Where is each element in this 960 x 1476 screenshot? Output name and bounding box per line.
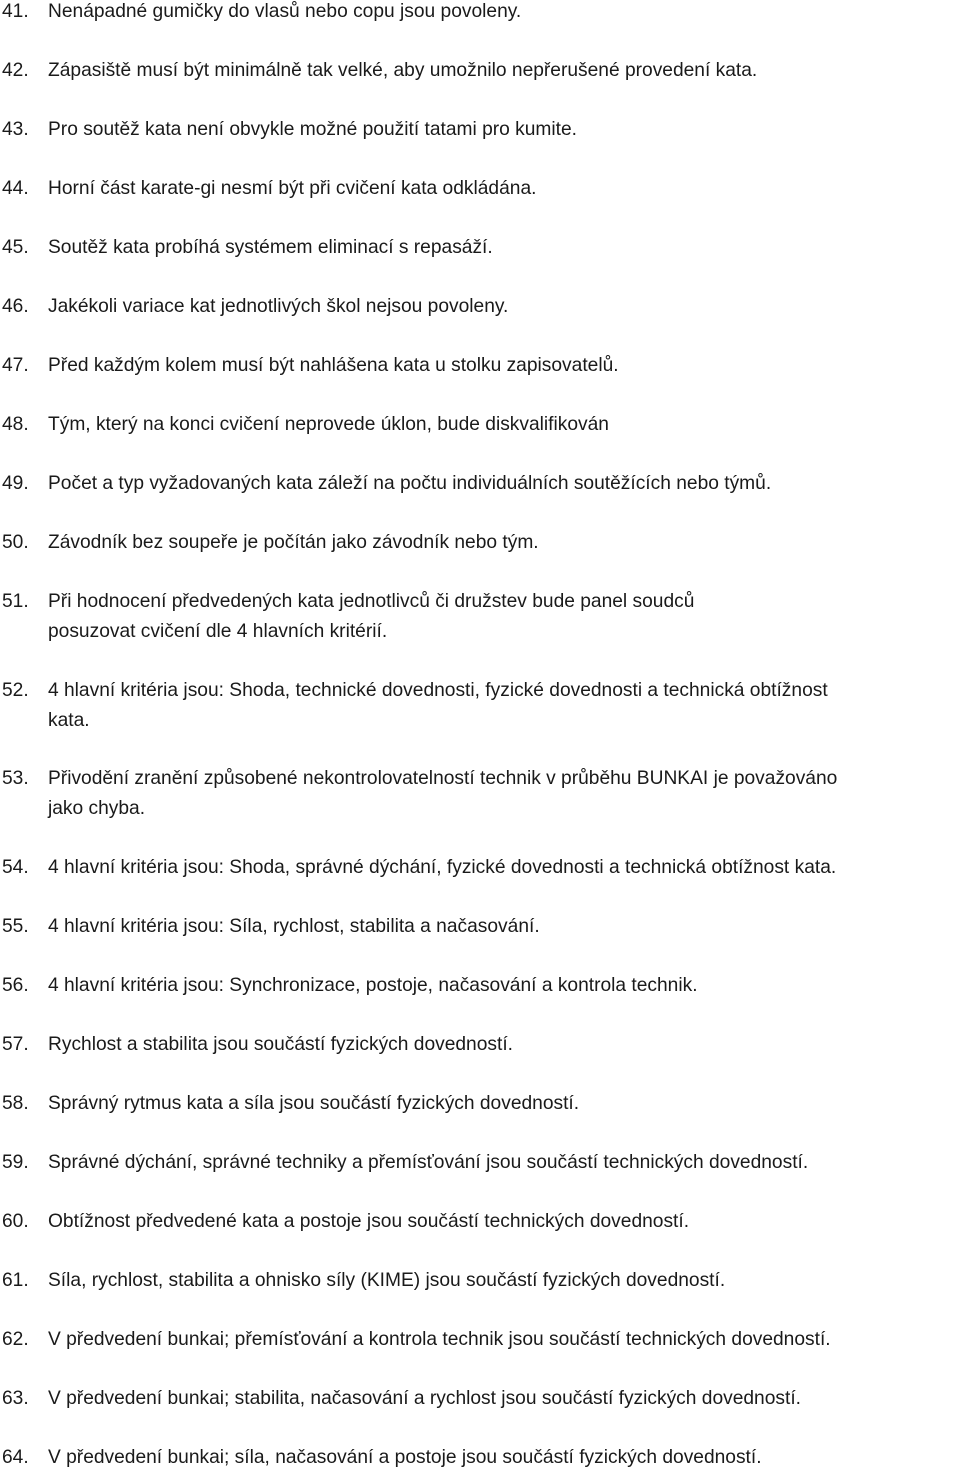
list-item bbox=[0, 233, 960, 263]
item-text: Počet a typ vyžadovaných kata záleží na počtu individuálních soutěžících nebo týmů. bbox=[48, 473, 772, 494]
item-number: 56. bbox=[2, 975, 29, 996]
item-text: Při hodnocení předvedených kata jednotlivců či družstev bude panel soudců posuzovat cvičení dle 4 hlavních kritérií. bbox=[48, 591, 695, 642]
item-number: 43. bbox=[2, 119, 29, 140]
item-text: Před každým kolem musí být nahlášena kata u stolku zapisovatelů. bbox=[48, 355, 619, 376]
item-number: 58. bbox=[2, 1093, 29, 1114]
item-number: 53. bbox=[2, 768, 29, 789]
item-text: Soutěž kata probíhá systémem eliminací s repasáží. bbox=[48, 237, 493, 258]
list-item bbox=[0, 587, 960, 647]
list-item bbox=[0, 115, 960, 145]
item-text: Správný rytmus kata a síla jsou součástí fyzických dovedností. bbox=[48, 1093, 580, 1114]
item-number: 49. bbox=[2, 473, 29, 494]
item-number: 50. bbox=[2, 532, 29, 553]
item-text: Obtížnost předvedené kata a postoje jsou součástí technických dovedností. bbox=[48, 1211, 690, 1232]
item-number: 55. bbox=[2, 916, 29, 937]
item-number: 54. bbox=[2, 857, 29, 878]
item-number: 52. bbox=[2, 680, 29, 701]
item-number: 51. bbox=[2, 591, 29, 612]
item-number: 41. bbox=[2, 1, 29, 22]
list-item bbox=[0, 853, 960, 883]
list-item bbox=[0, 1384, 960, 1414]
item-text: 4 hlavní kritéria jsou: Síla, rychlost, stabilita a načasování. bbox=[48, 916, 540, 937]
list-item bbox=[0, 1207, 960, 1237]
item-number: 57. bbox=[2, 1034, 29, 1055]
item-text: 4 hlavní kritéria jsou: Shoda, správné dýchání, fyzické dovednosti a technická obtížnost kata. bbox=[48, 857, 837, 878]
item-text: Zápasiště musí být minimálně tak velké, aby umožnilo nepřerušené provedení kata. bbox=[48, 60, 758, 81]
item-text: Závodník bez soupeře je počítán jako závodník nebo tým. bbox=[48, 532, 539, 553]
item-text: V předvedení bunkai; síla, načasování a postoje jsou součástí fyzických dovedností. bbox=[48, 1447, 762, 1468]
item-text: V předvedení bunkai; stabilita, načasování a rychlost jsou součástí fyzických dovedností. bbox=[48, 1388, 801, 1409]
list-item bbox=[0, 292, 960, 322]
list-item bbox=[0, 1148, 960, 1178]
item-text: Horní část karate-gi nesmí být při cvičení kata odkládána. bbox=[48, 178, 537, 199]
item-number: 44. bbox=[2, 178, 29, 199]
list-item bbox=[0, 0, 960, 27]
item-number: 59. bbox=[2, 1152, 29, 1173]
item-number: 48. bbox=[2, 414, 29, 435]
list-item bbox=[0, 971, 960, 1001]
list-item bbox=[0, 1089, 960, 1119]
item-number: 45. bbox=[2, 237, 29, 258]
item-text: Rychlost a stabilita jsou součástí fyzických dovedností. bbox=[48, 1034, 513, 1055]
item-number: 64. bbox=[2, 1447, 29, 1468]
list-item bbox=[0, 56, 960, 86]
item-text: Jakékoli variace kat jednotlivých škol nejsou povoleny. bbox=[48, 296, 509, 317]
item-text: 4 hlavní kritéria jsou: Shoda, technické dovednosti, fyzické dovednosti a technická obtížnost kata. bbox=[48, 680, 828, 731]
item-number: 61. bbox=[2, 1270, 29, 1291]
list-item bbox=[0, 1030, 960, 1060]
list-item bbox=[0, 764, 960, 824]
item-text: Přivodění zranění způsobené nekontrolovatelností technik v průběhu BUNKAI je považováno jako chyba. bbox=[48, 768, 838, 819]
list-item bbox=[0, 410, 960, 440]
item-number: 63. bbox=[2, 1388, 29, 1409]
list-item bbox=[0, 469, 960, 499]
list-item bbox=[0, 912, 960, 942]
item-text: Správné dýchání, správné techniky a přemísťování jsou součástí technických dovedností. bbox=[48, 1152, 809, 1173]
list-item bbox=[0, 1443, 960, 1473]
item-number: 47. bbox=[2, 355, 29, 376]
item-number: 42. bbox=[2, 60, 29, 81]
item-text: Nenápadné gumičky do vlasů nebo copu jsou povoleny. bbox=[48, 1, 522, 22]
item-text: Síla, rychlost, stabilita a ohnisko síly (KIME) jsou součástí fyzických dovedností. bbox=[48, 1270, 726, 1291]
item-text: Tým, který na konci cvičení neprovede úklon, bude diskvalifikován bbox=[48, 414, 609, 435]
list-item bbox=[0, 676, 960, 736]
item-number: 46. bbox=[2, 296, 29, 317]
item-text: 4 hlavní kritéria jsou: Synchronizace, postoje, načasování a kontrola technik. bbox=[48, 975, 698, 996]
item-text: Pro soutěž kata není obvykle možné použití tatami pro kumite. bbox=[48, 119, 577, 140]
item-number: 60. bbox=[2, 1211, 29, 1232]
item-text: V předvedení bunkai; přemísťování a kontrola technik jsou součástí technických dovedností. bbox=[48, 1329, 831, 1350]
list-item bbox=[0, 174, 960, 204]
list-item bbox=[0, 1266, 960, 1296]
item-number: 62. bbox=[2, 1329, 29, 1350]
list-item bbox=[0, 528, 960, 558]
list-item bbox=[0, 351, 960, 381]
list-item bbox=[0, 1325, 960, 1355]
